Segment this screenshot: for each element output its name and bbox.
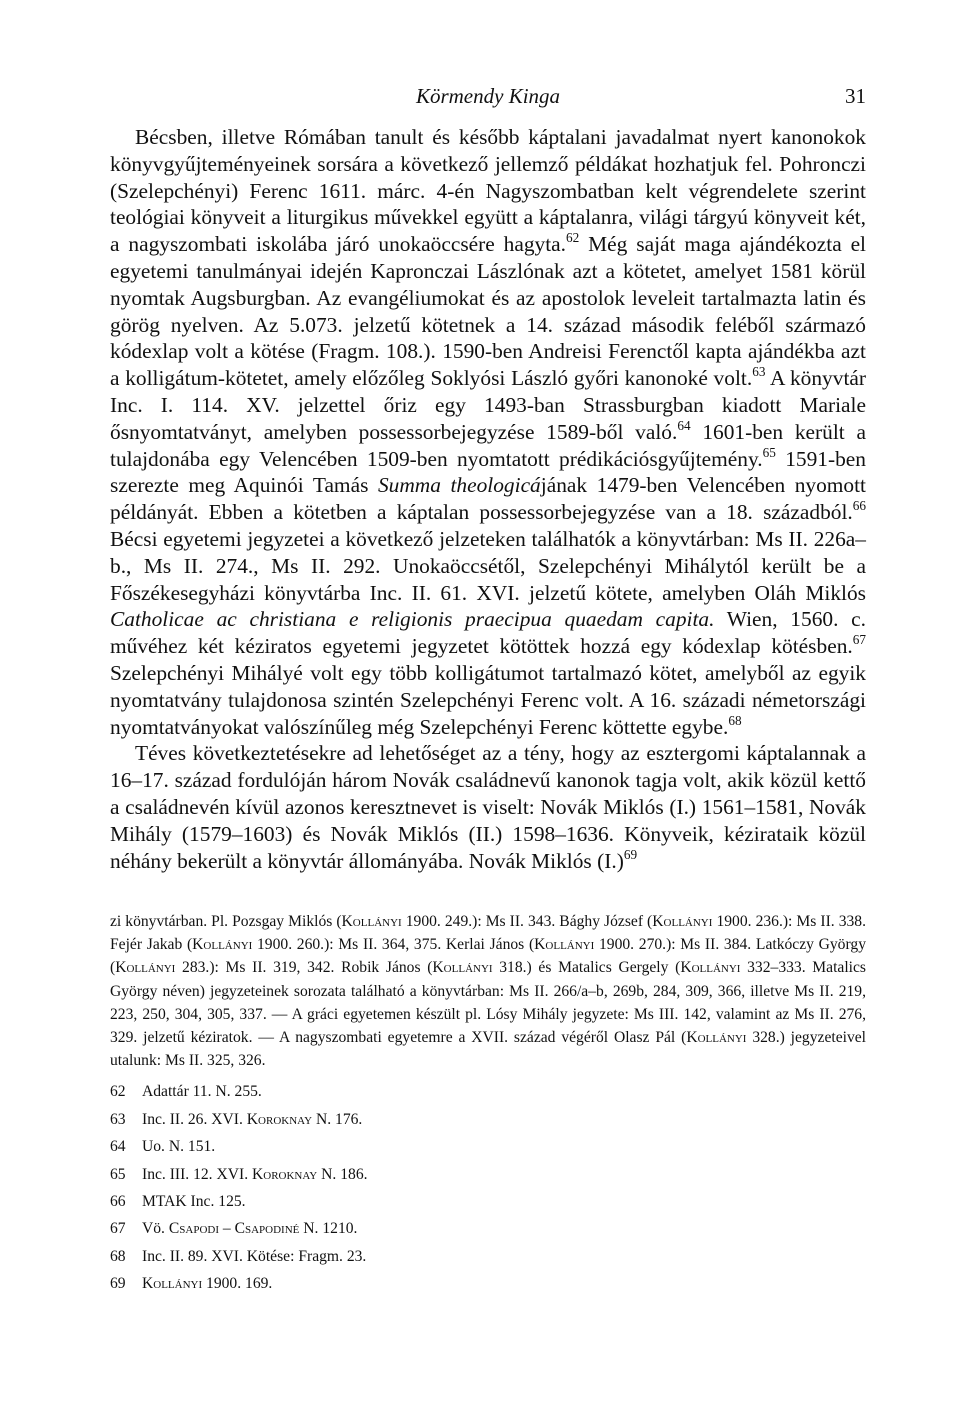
text-run: 1900. 169. [202, 1275, 273, 1293]
footnote-number: 67 [110, 1220, 126, 1238]
text-run: N. 186. [317, 1165, 368, 1183]
footnote-65 [110, 1163, 866, 1188]
footnote-68 [110, 1245, 866, 1270]
text-run: Vö. [142, 1220, 169, 1238]
text-run: 1900. 249.): Ms II. 343. Bághy József ( [401, 913, 653, 930]
paragraph [110, 740, 866, 874]
author-ref: Kollányi [680, 959, 741, 977]
footnote-67 [110, 1217, 866, 1242]
footnote-number: 65 [110, 1165, 126, 1183]
text-run: Wien, 1560. c. művéhez két kéziratos egyetemi jegyzetet kötöttek hozzá egy kódexlap kötésben. [110, 607, 866, 659]
text-run: 332–333. Matalics György néven) jegyzeteinek sorozata található a könyvtárban: Ms II. 266/a–b, 269b, 284, 309, 366, illetve Ms II. 219, 223, 250, 304, 305, 337. — A gráci egyetemen készült pl. Lósy Mihály jegyzete: Ms III. 142, valamint az Ms II. 276, 329. jelzetű kéziratok. — A nagyszombati egyetemre a XVII. század végéről Olasz Pál ( [110, 959, 866, 1047]
footnote-number: 66 [110, 1192, 126, 1210]
text-run: Inc. III. 12. XVI. [142, 1165, 252, 1183]
text-run: Még saját maga ajándékozta el egyetemi tanulmányai idején Kapronczai Lászlónak azt a kötetet, amelyet 1581 körül nyomtak Augsburgban. Az evangéliumokat és az apostolok leveleit tartalmazta latin és görög nyelven. Az 5.073. jelzetű kötetnek a 14. század második feléből származó kódexlap volt a kötése (Fragm. 108.). 1590-ben Andreisi Ferenctől kapta ajándékba azt a kolligátum-kötetet, amely előzőleg Soklyósi László győri kanonoké volt. [110, 232, 867, 391]
text-run: 318.) és Matalics Gergely ( [492, 959, 681, 977]
footnote-63 [110, 1108, 866, 1133]
footnote-ref-63[interactable]: 63 [752, 364, 766, 380]
author-ref: Koroknay [252, 1165, 318, 1183]
author-ref: Kollányi [142, 1275, 203, 1293]
footnote-number: 63 [110, 1110, 126, 1128]
text-run: A könyvtár Inc. I. 114. XV. jelzettel őriz egy 1493-ban Strassburgban kiadott Mariale ősnyomtatványt, amelyben possessorbejegyzése 1589-ből való. [110, 366, 866, 444]
page-header [110, 84, 866, 114]
footnote-69 [110, 1272, 866, 1297]
main-text [110, 124, 866, 874]
author-ref: Kollányi [534, 936, 595, 954]
footnote-text: Uo. N. 151. [142, 1138, 216, 1156]
italic-title: Summa theologicá [377, 473, 541, 498]
footnote-text [142, 1217, 866, 1242]
footnote-ref-66[interactable]: 66 [852, 498, 866, 514]
footnote-continuation [110, 910, 866, 1072]
footnote-text: MTAK Inc. 125. [142, 1192, 246, 1210]
text-run: zi könyvtárban. Pl. Pozsgay Miklós ( [110, 913, 342, 930]
author-ref: Kollányi [341, 913, 402, 930]
footnote-ref-67[interactable]: 67 [852, 632, 866, 648]
author-ref: Kollányi [652, 913, 713, 930]
footnote-number: 64 [110, 1138, 126, 1156]
footnote-62 [110, 1080, 866, 1105]
footnote-64 [110, 1135, 866, 1160]
footnote-number: 68 [110, 1247, 126, 1265]
author-ref: Kollányi [192, 936, 253, 954]
author-ref: Kollányi [115, 959, 176, 977]
footnote-ref-65[interactable]: 65 [762, 444, 776, 460]
footnote-number: 62 [110, 1083, 126, 1101]
italic-title: Catholicae ac christiana e religionis praecipua quaedam capita. [110, 607, 715, 632]
text-run: jának 1479-ben Velencében nyomott példányát. Ebben a kötetben a káptalan possessorbejegyzése van a 18. századból. [110, 473, 867, 525]
text-run: 283.): Ms II. 319, 342. Robik János ( [175, 959, 433, 977]
text-run: N. 176. [312, 1110, 363, 1128]
footnote-text: Adattár 11. N. 255. [142, 1083, 262, 1101]
author-ref: Kollányi [686, 1029, 747, 1047]
text-run: Téves következtetésekre ad lehetőséget az a tény, hogy az esztergomi káptalannak a 16–17. század fordulóján három Novák családnevű kanonok tagja volt, akik közül kettő a családnevén kívül azonos keresztnevet is viselt: Novák Miklós (I.) 1561–1581, Novák Mihály (1579–1603) és Novák Miklós (II.) 1598–1636. Könyveik, kézirataik közül néhány bekerült a könyvtár állományába. Novák Miklós (I.) [110, 741, 866, 873]
footnote-text [142, 1163, 866, 1188]
text-run: 1591-ben szerezte meg Aquinói Tamás [110, 446, 866, 498]
text-run: 328.) jegyzeteivel utalunk: Ms II. 325, 326. [110, 1029, 867, 1070]
footnote-list [110, 1080, 866, 1296]
footnote-text [142, 1272, 866, 1297]
text-run: N. 1210. [299, 1220, 358, 1238]
text-run: 1900. 260.): Ms II. 364, 375. Kerlai János ( [252, 936, 535, 954]
footnote-text: Inc. II. 89. XVI. Kötése: Fragm. 23. [142, 1247, 367, 1265]
footnote-text [142, 1108, 866, 1133]
footnote-66 [110, 1190, 866, 1215]
author-ref: Koroknay [246, 1110, 313, 1128]
author-ref: Kollányi [432, 959, 493, 977]
text-run: 1601-ben került a tulajdonába egy Velencében 1509-ben nyomtatott prédikációsgyűjtemény. [110, 419, 866, 471]
footnote-ref-68[interactable]: 68 [728, 712, 742, 728]
running-head: Körmendy Kinga [415, 84, 561, 108]
footnotes [110, 910, 866, 1300]
footnote-ref-62[interactable]: 62 [566, 230, 580, 246]
author-ref: Csapodi – Csapodiné [168, 1220, 300, 1238]
page-number: 31 [845, 84, 866, 108]
text-run: 1900. 236.): Ms II. 338. Fejér Jakab ( [110, 913, 866, 954]
footnote-ref-69[interactable]: 69 [623, 846, 638, 862]
text-run: Bécsben, illetve Rómában tanult és később káptalani javadalmat nyert kanonokok könyvgyűjteményeinek sorsára a következő jellemző példákat hozhatjuk fel. Pohronczi (Szelepchényi) Ferenc 1611. márc. 4-én Nagyszombatban kelt végrendelete szerint teológiai könyveit a liturgikus művekkel együtt a káptalanra, világi tárgyú könyveit két, a nagyszombati iskolába járó unokaöccsére hagyta. [110, 125, 866, 257]
text-run: Szelepchényi Mihályé volt egy több kolligátumot tartalmazó kötet, amelyből az egyik nyomtatvány tulajdonosa szintén Szelepchényi Ferenc volt. A 16. századi németországi nyomtatványokat valószínűleg még Szelepchényi Ferenc köttette egybe. [110, 660, 866, 739]
paragraph [110, 124, 866, 740]
footnote-ref-64[interactable]: 64 [677, 417, 691, 433]
text-run: Inc. II. 26. XVI. [142, 1110, 247, 1128]
text-run: Bécsi egyetemi jegyzetei a következő jelzeteken találhatók a könyvtárban: Ms II. 226a–b., Ms II. 274., Ms II. 292. Unokaöccsétől, Szelepchényi Mihálytól került be a Főszékesegyházi könyvtárba Inc. II. 61. XVI. jelzetű kötete, amelyben Oláh Miklós [110, 526, 866, 605]
footnote-number: 69 [110, 1275, 126, 1293]
text-run: 1900. 270.): Ms II. 384. Latkóczy György ( [110, 936, 866, 977]
